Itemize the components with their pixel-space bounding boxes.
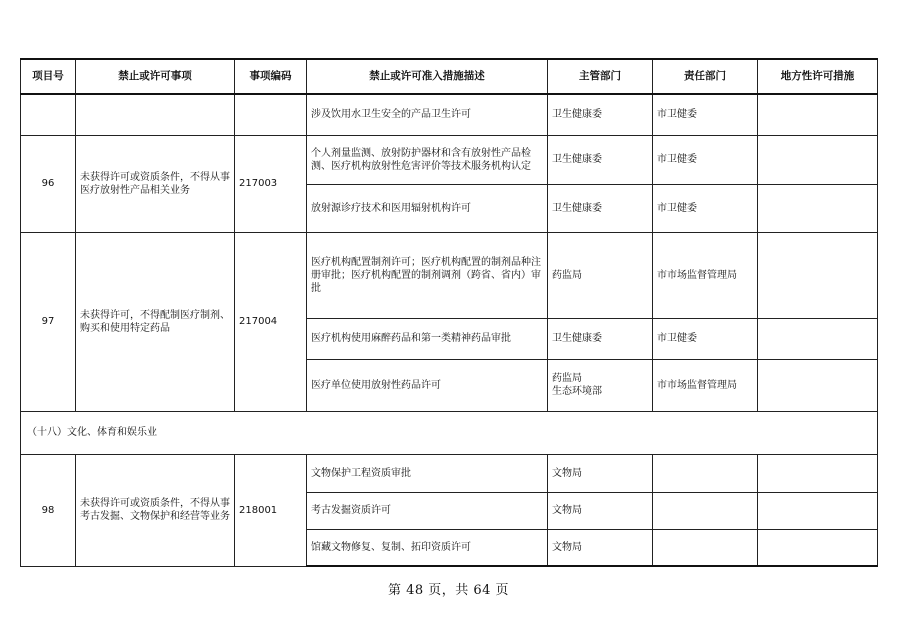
cell-measure: 考古发掘资质许可: [307, 492, 548, 529]
cell-code: 218001: [235, 454, 307, 566]
cell-local: [758, 94, 878, 135]
cell-dept: 卫生健康委: [548, 135, 653, 184]
cell-dept: 文物局: [548, 454, 653, 492]
cell-measure: 放射源诊疗技术和医用辐射机构许可: [307, 184, 548, 232]
cell-dept: 卫生健康委: [548, 94, 653, 135]
cell-item-no: [21, 94, 76, 135]
table-row: [21, 94, 878, 135]
cell-dept: 卫生健康委: [548, 184, 653, 232]
cell-measure: 涉及饮用水卫生安全的产品卫生许可: [307, 94, 548, 135]
category-row: [21, 411, 878, 454]
cell-item: 未获得许可或资质条件，不得从事考古发掘、文物保护和经营等业务: [76, 454, 235, 566]
cell-local: [758, 232, 878, 318]
cell-resp: [653, 454, 758, 492]
cell-dept: 药监局: [548, 232, 653, 318]
header-measure: 禁止或许可准入措施描述: [307, 59, 548, 94]
header-dept: 主管部门: [548, 59, 653, 94]
category-label: （十八）文化、体育和娱乐业: [21, 411, 878, 454]
cell-resp: 市卫健委: [653, 94, 758, 135]
dept-line: 药监局: [552, 373, 582, 384]
header-row: [21, 59, 878, 94]
cell-item-no: 96: [21, 135, 76, 232]
cell-resp: 市市场监督管理局: [653, 359, 758, 411]
cell-measure: 医疗机构配置制剂许可；医疗机构配置的制剂品种注册审批；医疗机构配置的制剂调剂（跨省、省内）审批: [307, 232, 548, 318]
header-local: 地方性许可措施: [758, 59, 878, 94]
cell-measure: 馆藏文物修复、复制、拓印资质许可: [307, 529, 548, 566]
cell-local: [758, 529, 878, 566]
cell-resp: 市卫健委: [653, 318, 758, 359]
header-item: 禁止或许可事项: [76, 59, 235, 94]
cell-local: [758, 135, 878, 184]
cell-code: [235, 94, 307, 135]
cell-resp: 市市场监督管理局: [653, 232, 758, 318]
cell-measure: 医疗单位使用放射性药品许可: [307, 359, 548, 411]
cell-dept: 文物局: [548, 492, 653, 529]
cell-item-no: 97: [21, 232, 76, 411]
cell-item: 未获得许可，不得配制医疗制剂、购买和使用特定药品: [76, 232, 235, 411]
cell-item-no: 98: [21, 454, 76, 566]
cell-measure: 文物保护工程资质审批: [307, 454, 548, 492]
cell-resp: 市卫健委: [653, 184, 758, 232]
header-item-no: 项目号: [21, 59, 76, 94]
cell-code: 217004: [235, 232, 307, 411]
cell-item: [76, 94, 235, 135]
cell-local: [758, 318, 878, 359]
header-code: 事项编码: [235, 59, 307, 94]
regulation-table: [20, 58, 878, 567]
cell-local: [758, 492, 878, 529]
cell-local: [758, 454, 878, 492]
cell-resp: [653, 529, 758, 566]
table-row: [21, 454, 878, 492]
header-resp: 责任部门: [653, 59, 758, 94]
cell-local: [758, 359, 878, 411]
dept-line: 生态环境部: [552, 386, 602, 397]
cell-resp: [653, 492, 758, 529]
cell-dept: [548, 359, 653, 411]
cell-resp: 市卫健委: [653, 135, 758, 184]
page-footer: 第 48 页，共 64 页: [387, 583, 510, 598]
cell-measure: 个人剂量监测、放射防护器材和含有放射性产品检测、医疗机构放射性危害评价等技术服务机构认定: [307, 135, 548, 184]
cell-measure: 医疗机构使用麻醉药品和第一类精神药品审批: [307, 318, 548, 359]
table-row: [21, 232, 878, 318]
table-row: [21, 135, 878, 184]
cell-local: [758, 184, 878, 232]
cell-code: 217003: [235, 135, 307, 232]
cell-dept: 文物局: [548, 529, 653, 566]
cell-item: 未获得许可或资质条件，不得从事医疗放射性产品相关业务: [76, 135, 235, 232]
cell-dept: 卫生健康委: [548, 318, 653, 359]
